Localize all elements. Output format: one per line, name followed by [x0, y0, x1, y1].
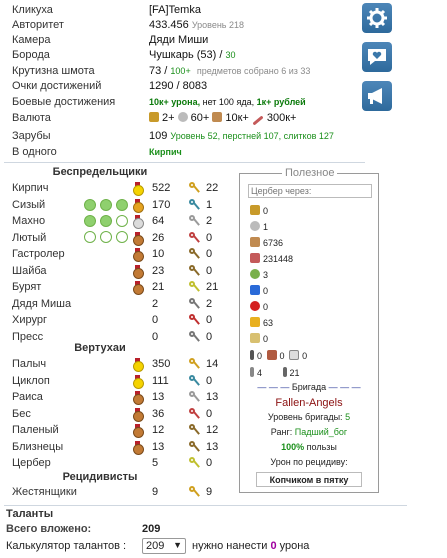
key-count: 0 [206, 248, 213, 260]
progress-dot [84, 199, 96, 211]
useful-item: 0 [250, 300, 268, 314]
brigade-name[interactable]: Fallen-Angels [275, 397, 343, 409]
medal-count: 10 [152, 248, 165, 260]
key-icon [189, 391, 201, 403]
key-count: 2 [206, 297, 213, 310]
coin-icon [178, 112, 188, 122]
row-name[interactable]: Пресс [12, 330, 44, 343]
key-icon [189, 182, 201, 194]
useful-item: 6736 [250, 236, 283, 250]
medal-count: 522 [152, 182, 171, 194]
divider [4, 162, 365, 163]
stat-row [6, 407, 236, 422]
stat-row [6, 390, 236, 405]
medal-count: 111 [152, 374, 169, 387]
section-bespredel: Беспредельщики [52, 166, 148, 178]
useful-item: 63 [250, 316, 273, 330]
key-count: 1 [206, 198, 213, 211]
useful-item: 0 [250, 284, 268, 298]
key-icon [189, 457, 201, 469]
progress-dot [84, 215, 96, 227]
key-icon [189, 331, 201, 343]
calculator-row [6, 540, 310, 552]
row-name[interactable]: Цербер [12, 457, 51, 469]
section-recidiv: Рецидивисты [62, 471, 138, 483]
calculator-label: Калькулятор талантов : [6, 540, 127, 552]
alone-label: В одного [12, 146, 57, 158]
medal-icon [133, 265, 142, 277]
row-name[interactable]: Сизый [12, 198, 46, 211]
row-name[interactable]: Бес [12, 407, 31, 420]
nick-value[interactable]: [FA]Temka [149, 4, 201, 16]
progress-dot [100, 231, 112, 243]
blade-icon [252, 115, 263, 125]
alone-value: Кирпич [149, 147, 182, 157]
key-count: 21 [206, 281, 219, 293]
medal-icon [133, 199, 142, 211]
medal-icon [133, 375, 142, 387]
stat-row [6, 247, 236, 262]
beard-label: Борода [12, 49, 50, 61]
useful-item: 0 [250, 332, 268, 346]
key-icon [283, 367, 287, 377]
medal-count: 5 [152, 457, 159, 469]
key-icon [189, 265, 201, 277]
key-icon [189, 248, 201, 260]
useful-item: 0 [250, 204, 268, 218]
key-icon [189, 486, 201, 498]
row-name[interactable]: Циклоп [12, 374, 50, 387]
row-name[interactable]: Шайба [12, 264, 47, 277]
row-name[interactable]: Бурят [12, 281, 42, 293]
row-name[interactable]: Хирург [12, 314, 47, 326]
row-name[interactable]: Кирпич [12, 182, 49, 194]
medal-count: 12 [152, 424, 165, 436]
talents-title: Таланты [6, 508, 54, 520]
combat-label: Боевые достижения [12, 96, 116, 108]
stat-row [6, 280, 236, 295]
key-count: 14 [206, 358, 219, 370]
medal-icon [133, 391, 142, 403]
stat-row [6, 485, 236, 500]
key-count: 0 [206, 330, 213, 343]
medal-icon [133, 232, 142, 244]
medal-count: 170 [152, 198, 171, 211]
stat-row [6, 181, 236, 196]
key-icon [189, 408, 201, 420]
nick-label: Кликуха [12, 4, 53, 16]
recid-damage-label: Урон по рецидиву: [270, 457, 348, 467]
brigade-label-row: — — — Бригада — — — [257, 382, 361, 392]
row-name[interactable]: Близнецы [12, 440, 64, 453]
key-count: 0 [206, 264, 213, 277]
need-text: нужно нанести 0 урона [192, 540, 310, 552]
key-count: 12 [206, 424, 219, 436]
key-count: 0 [206, 231, 213, 244]
key-icon [189, 199, 201, 211]
medal-count: 2 [152, 297, 159, 310]
useful-item: 231448 [250, 252, 293, 266]
medal-count: 64 [152, 215, 165, 227]
key-count: 0 [206, 407, 213, 420]
gear-icon[interactable] [362, 3, 392, 33]
medal-count: 26 [152, 231, 165, 244]
achievement-points-label: Очки достижений [12, 80, 102, 92]
key-icon [189, 314, 201, 326]
cell-value: Дяди Миши [149, 34, 209, 46]
cell-label: Камера [12, 34, 51, 46]
zarub-label: Зарубы [12, 130, 51, 142]
rank: Ранг: Падший_бог [270, 427, 348, 437]
row-name[interactable]: Паленый [12, 424, 59, 436]
section-vertuhai: Вертухаи [74, 342, 126, 354]
progress-dot [100, 199, 112, 211]
authority-label: Авторитет [12, 19, 64, 31]
medal-icon [133, 408, 142, 420]
key-count: 0 [206, 314, 213, 326]
useful-title: Полезное [282, 167, 337, 179]
medal-count: 350 [152, 358, 171, 370]
stat-row [6, 357, 236, 372]
usefulness: 100% пользы [281, 442, 337, 452]
progress-dot [116, 231, 128, 243]
useful-keys-row: 4 21 [250, 366, 300, 380]
box-icon [212, 112, 222, 122]
key-count: 0 [206, 374, 213, 387]
currency-value: 2+ 60+ 10к+ 300к+ [149, 111, 296, 126]
progress-dot [100, 215, 112, 227]
row-name[interactable]: Лютый [12, 231, 47, 244]
stat-row [6, 374, 236, 389]
shmot-label: Крутизна шмота [12, 65, 95, 77]
key-count: 9 [206, 486, 213, 498]
medal-icon [133, 424, 142, 436]
medal-count: 0 [152, 330, 159, 343]
row-name[interactable]: Дядя Миша [12, 297, 72, 310]
useful-mix-row: 0 0 0 [250, 349, 307, 363]
key-icon [189, 424, 201, 436]
row-name[interactable]: Гастролер [12, 248, 65, 260]
chat-heart-icon[interactable] [362, 42, 392, 72]
talent-select[interactable]: 209 ▼ [142, 538, 186, 554]
achievement-points-value: 1290 / 8083 [149, 80, 208, 92]
medal-count: 13 [152, 440, 165, 453]
authority-level: Уровень 218 [191, 20, 245, 30]
key-count: 0 [206, 457, 213, 469]
key-icon [189, 375, 201, 387]
cerber-input[interactable] [248, 184, 372, 198]
chevron-down-icon: ▼ [173, 540, 182, 550]
medal-count: 13 [152, 391, 165, 403]
megaphone-icon[interactable] [362, 81, 392, 111]
row-name[interactable]: Палыч [12, 358, 47, 370]
medal-count: 36 [152, 407, 165, 420]
medal-count: 0 [152, 314, 159, 326]
shmot-value: 73 / 100+ предметов собрано 6 из 33 [149, 65, 311, 77]
medal-icon [133, 441, 142, 453]
key-icon [189, 358, 201, 370]
divider [4, 505, 407, 506]
medal-icon [133, 215, 142, 227]
key-icon [189, 232, 201, 244]
key-count: 2 [206, 215, 213, 227]
medal-count: 23 [152, 264, 165, 277]
stat-row [6, 297, 236, 312]
progress-dot [84, 231, 96, 243]
useful-item: 3 [250, 268, 268, 282]
stat-row [6, 423, 236, 438]
medal-icon [133, 248, 142, 260]
key-count: 22 [206, 182, 219, 194]
progress-dot [116, 215, 128, 227]
medal-count: 21 [152, 281, 165, 293]
medal-icon [133, 182, 142, 194]
row-name[interactable]: Жестянщики [12, 486, 77, 498]
useful-item: 1 [250, 220, 268, 234]
progress-dot [116, 199, 128, 211]
authority-value: 433.456 Уровень 218 [149, 19, 245, 31]
key-icon [189, 215, 201, 227]
kick-button[interactable]: Копчиком в пятку [256, 472, 362, 487]
row-name[interactable]: Раиса [12, 391, 43, 403]
beard-value: Чушкарь (53) / 30 [149, 49, 236, 61]
row-name[interactable]: Махно [12, 215, 46, 227]
invested-row: Всего вложено: 209 [6, 523, 161, 535]
stat-row [6, 313, 236, 328]
key-icon [189, 441, 201, 453]
stat-row [6, 440, 236, 455]
key-icon [189, 281, 201, 293]
brigade-level: Уровень бригады: 5 [267, 412, 351, 422]
key-count: 13 [206, 440, 219, 453]
zarub-value: 109 Уровень 52, перстней 107, слитков 127 [149, 130, 334, 142]
medal-icon [133, 358, 142, 370]
medal-count: 9 [152, 486, 159, 498]
useful-panel [239, 167, 379, 493]
stat-row [6, 264, 236, 279]
key-count: 13 [206, 391, 219, 403]
chest-icon [149, 112, 159, 122]
key-icon [189, 298, 201, 310]
key-icon [250, 367, 254, 377]
currency-label: Валюта [12, 112, 51, 124]
combat-value: 10к+ урона, нет 100 яда, 1к+ рублей [149, 97, 306, 107]
medal-icon [133, 281, 142, 293]
stat-row [6, 456, 236, 471]
